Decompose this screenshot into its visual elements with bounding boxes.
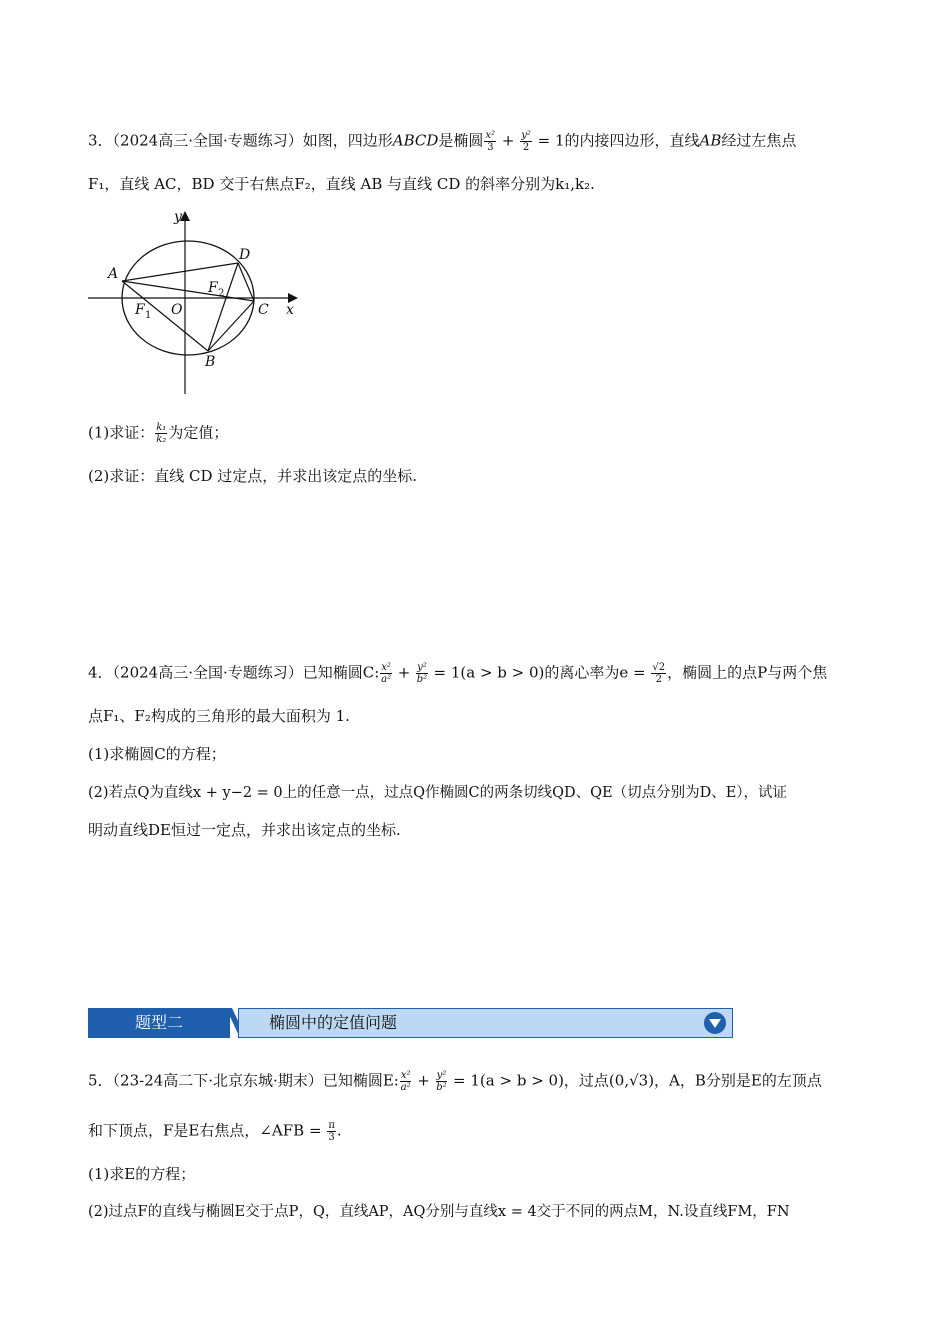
q4-line2: 点F₁、F₂构成的三角形的最大面积为 1. [88, 707, 350, 725]
label-f2-sub: 2 [218, 288, 225, 299]
q3-frac-y-den: 2 [522, 142, 530, 153]
section-title-box [238, 1008, 733, 1038]
q4-frac-x-num: x² [381, 662, 391, 673]
q4-part1: (1)求椭圆C的方程； [88, 745, 226, 763]
label-c: C [258, 302, 269, 318]
q3-part1-prefix: (1)求证： [88, 423, 155, 442]
q4-mid: = 1(a > b > 0)的离心率为e = [433, 663, 646, 682]
label-b: B [205, 354, 216, 370]
q3-part2: (2)求证：直线 CD 过定点，并求出该定点的坐标. [88, 467, 418, 485]
q5-frac-x [400, 1070, 412, 1093]
label-a: A [108, 266, 119, 282]
section-label: 题型二 [88, 1008, 230, 1038]
section-title: 椭圆中的定值问题 [269, 1013, 398, 1032]
q5-suffix: = 1(a > b > 0)，过点(0,√3)，A，B分别是E的左顶点 [453, 1071, 822, 1090]
q3-end: 经过左焦点 [721, 131, 797, 150]
section-header [88, 1008, 733, 1038]
ellipse-figure [88, 208, 308, 398]
q5-frac-y [436, 1070, 448, 1093]
q4-part2b: 明动直线DE恒过一定点，并求出该定点的坐标. [88, 821, 401, 839]
q3-part1 [88, 422, 228, 445]
q3-ellipse-text: 是椭圆 [438, 131, 484, 150]
q5-part2: (2)过点F的直线与椭圆E交于点P，Q，直线AP，AQ分别与直线x = 4交于不同的两点M，N.设直线FM，FN [88, 1204, 790, 1220]
q5-frac-x-den: a² [400, 1082, 411, 1093]
q5-intro: 5．（23-24高二下·北京东城·期末）已知椭圆E: [88, 1071, 399, 1090]
q5-frac-y-num: y² [436, 1070, 447, 1081]
q3-frac-y-num: y² [521, 130, 531, 141]
q4-suffix: ，椭圆上的点P与两个焦 [667, 663, 828, 682]
q3-line2: F₁，直线 AC，BD 交于右焦点F₂，直线 AB 与直线 CD 的斜率分别为k₁,k₂. [88, 175, 595, 193]
q3-part1-suffix: 为定值； [168, 423, 229, 442]
q3-abcd: ABCD [392, 131, 439, 150]
label-y: y [174, 209, 182, 225]
label-f1: F [135, 302, 145, 318]
label-o: O [171, 302, 183, 318]
q4-intro: 4．（2024高三·全国·专题练习）已知椭圆C: [88, 663, 380, 682]
q4-frac-y [416, 662, 428, 685]
label-x: x [286, 302, 294, 318]
q3-frac-y [520, 130, 532, 153]
q3-frac-x-den: 3 [487, 142, 494, 153]
q4-line1: 4．（2024高三·全国·专题练习）已知椭圆C: $\frac{\text{x²}}{\text{a²}}$ + $\frac{\text{y²}}{\text{b²}}$ = 1(a > b > 0)的离心率为e = $\frac{√2}{2}$ ，椭圆上的点P与两个焦 [88, 662, 828, 685]
side-ad [122, 263, 238, 281]
q5-line2 [88, 1120, 342, 1143]
label-f1-sub: 1 [145, 310, 152, 321]
q3-line1: 3．（2024高三·全国·专题练习）如图，四边形ABCD是椭圆 $\frac{\text{x²}}{3}$ + $\frac{\text{y²}}{2}$ = 1的内接四边形，直线AB经过左焦点 [88, 130, 797, 153]
q5-frac-y-den: b² [436, 1082, 447, 1093]
q4-frac-y-num: y² [417, 662, 427, 673]
q5-angle-frac [327, 1120, 336, 1143]
q3-frac-x-num: x² [485, 130, 496, 141]
q4-e-num: √2 [652, 662, 666, 673]
q4-frac-x [380, 662, 392, 685]
line-bd [208, 263, 238, 351]
label-f2: F [208, 280, 218, 296]
q5-angle-num: π [328, 1120, 335, 1131]
q5-line1: 5．（23-24高二下·北京东城·期末）已知椭圆E: $\frac{\text{x²}}{\text{a²}}$ + $\frac{\text{y²}}{\text{b²}}$ = 1(a > b > 0)，过点(0,√3)，A，B分别是E的左顶点 [88, 1070, 822, 1093]
q4-e-frac [651, 662, 666, 685]
q5-line2-suffix: . [336, 1121, 342, 1140]
q4-frac-x-den: a² [381, 674, 392, 685]
q4-frac-y-den: b² [416, 674, 428, 685]
q4-part2a: (2)若点Q为直线x + y−2 = 0上的任意一点，过点Q作椭圆C的两条切线QD、QE（切点分别为D、E），试证 [88, 785, 788, 801]
q3-suffix: 的内接四边形，直线 [564, 131, 700, 150]
q5-frac-x-num: x² [400, 1070, 411, 1081]
q3-intro: 3．（2024高三·全国·专题练习）如图，四边形 [88, 131, 393, 150]
q3-k-frac [155, 422, 167, 445]
q4-e-den: 2 [655, 674, 662, 685]
q3-ab: AB [699, 131, 722, 150]
q5-line2-prefix: 和下顶点，F是E右焦点，∠AFB = [88, 1121, 322, 1140]
q3-k1: k₁ [156, 422, 167, 433]
label-d: D [239, 247, 251, 263]
q5-part1: (1)求E的方程； [88, 1165, 196, 1183]
q3-eq-rest: = 1 [537, 131, 565, 150]
side-bc [208, 301, 254, 351]
q3-frac-x [484, 130, 496, 153]
q5-angle-den: 3 [328, 1132, 335, 1143]
q3-k2: k₂ [156, 434, 167, 445]
chevron-down-icon[interactable] [704, 1012, 726, 1034]
